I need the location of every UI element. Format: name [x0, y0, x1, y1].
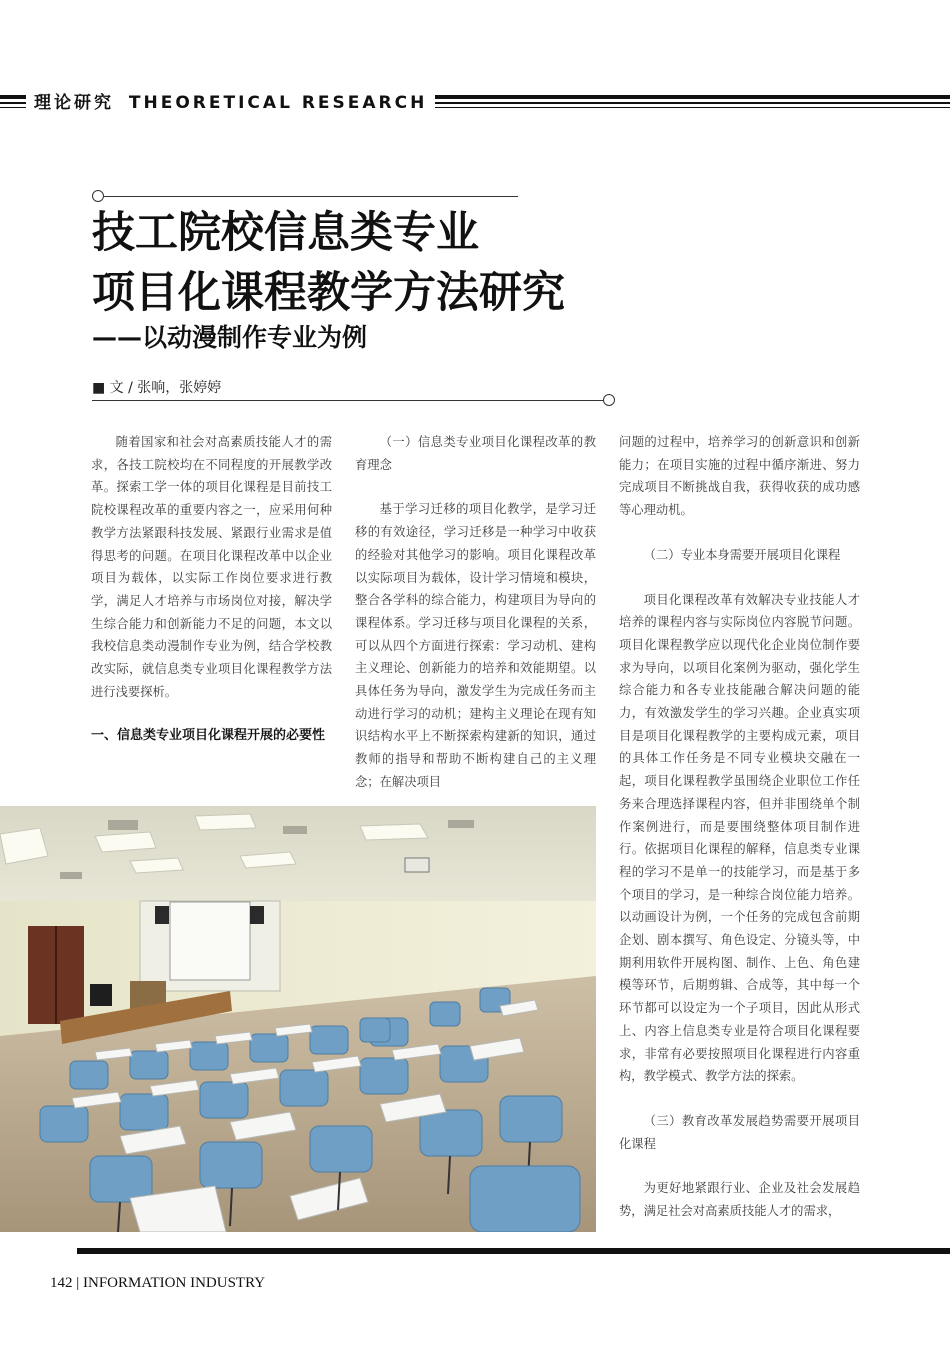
subsection-heading: （一）信息类专业项目化课程改革的教育理念 [355, 435, 596, 472]
subsection-heading: （二）专业本身需要开展项目化课程 [643, 547, 841, 562]
section-title-cn: 理论研究 [34, 93, 114, 113]
author-line: ■ 文 / 张响，张婷婷 [92, 380, 222, 396]
title-rule [104, 196, 518, 197]
header-rule-left [0, 95, 26, 111]
section-title-en: THEORETICAL RESEARCH [128, 93, 428, 113]
title-line-2: 项目化课程教学方法研究 [92, 268, 565, 318]
hexagon-ornament-icon [603, 394, 615, 406]
paragraph: 项目化课程改革有效解决专业技能人才培养的课程内容与实际岗位内容脱节问题。项目化课程教学应以现代化企业岗位制作要求为导向，以项目化案例为驱动，强化学生综合能力和各专业技能融合解决问题的能力，有效激发学生的学习兴趣。企业真实项目是项目化课程教学的主要构成元素，项目的具体工作任务是不同专业模块交融在一起，项目化课程教学虽围绕企业职位工作任务来合理选择课程内容，但并非围绕单个制作案例进行，而是要围绕整体项目制作进行。依据项目化课程的解释，信息类专业课程的学习不是单一的技能学习，而是基于多个项目的学习，是一种综合岗位能力培养。以动画设计为例，一个任务的完成包含前期企划、剧本撰写、角色设定、分镜头等，中期利用软件开展构图、制作、上色、角色建模等环节，后期剪辑、合成等，其中每一个环节都可以设定为一个子项目，因此从形式上、内容上信息类专业是符合项目化课程要求，非常有必要按照项目化课程进行内容重构，教学模式、教学方法的探索。 [619, 592, 860, 1084]
subsection-heading: （三）教育改革发展趋势需要开展项目化课程 [619, 1113, 860, 1151]
footer-rule [77, 1248, 950, 1254]
paragraph: 问题的过程中，培养学习的创新意识和创新能力；在项目实施的过程中循序渐进、努力完成项目不断挑战自我，获得收获的成功感等心理动机。 [619, 435, 860, 518]
header-rule-right [435, 95, 950, 111]
article-subtitle: ——以动漫制作专业为例 [92, 323, 368, 352]
article-title [92, 203, 565, 323]
column-1 [91, 431, 332, 747]
page-footer: 142 | INFORMATION INDUSTRY [50, 1275, 266, 1291]
classroom-photo [0, 806, 596, 1232]
paragraph: 基于学习迁移的项目化教学，是学习迁移的有效途径，学习迁移是一种学习中收获的经验对其他学习的影响。项目化课程改革以实际项目为载体，设计学习情境和模块，整合各学科的综合能力，构建项目为导向的课程体系。学习迁移与项目化课程的关系，可以从四个方面进行探索：学习动机、建构主义理论、创新能力的培养和效能期望。以具体任务为导向，激发学生为完成任务而主动进行学习的动机；建构主义理论在现有知识结构水平上不断探索构建新的知识，通过教师的指导和帮助不断构建自己的主义理念；在解决项目 [355, 502, 596, 789]
hexagon-ornament-icon [92, 190, 104, 202]
author-rule [92, 400, 606, 401]
column-3 [619, 431, 860, 1223]
column-2 [355, 431, 596, 794]
section-heading: 一、信息类专业项目化课程开展的必要性 [91, 728, 326, 744]
paragraph: 随着国家和社会对高素质技能人才的需求，各技工院校均在不同程度的开展教学改革。探索工学一体的项目化课程是目前技工院校课程改革的重要内容之一，应采用何种教学方法紧跟科技发展、紧跟行业需求是值得思考的问题。在项目化课程改革中以企业项目为载体，以实际工作岗位要求进行教学，满足人才培养与市场岗位对接，解决学生综合能力和创新能力不足的问题，本文以我校信息类动漫制作专业为例，结合学校教改实际，就信息类专业项目化课程教学方法进行浅要探析。 [91, 435, 332, 699]
paragraph: 为更好地紧跟行业、企业及社会发展趋势，满足社会对高素质技能人才的需求， [619, 1181, 860, 1219]
title-line-1: 技工院校信息类专业 [92, 208, 479, 258]
section-header [34, 88, 427, 113]
